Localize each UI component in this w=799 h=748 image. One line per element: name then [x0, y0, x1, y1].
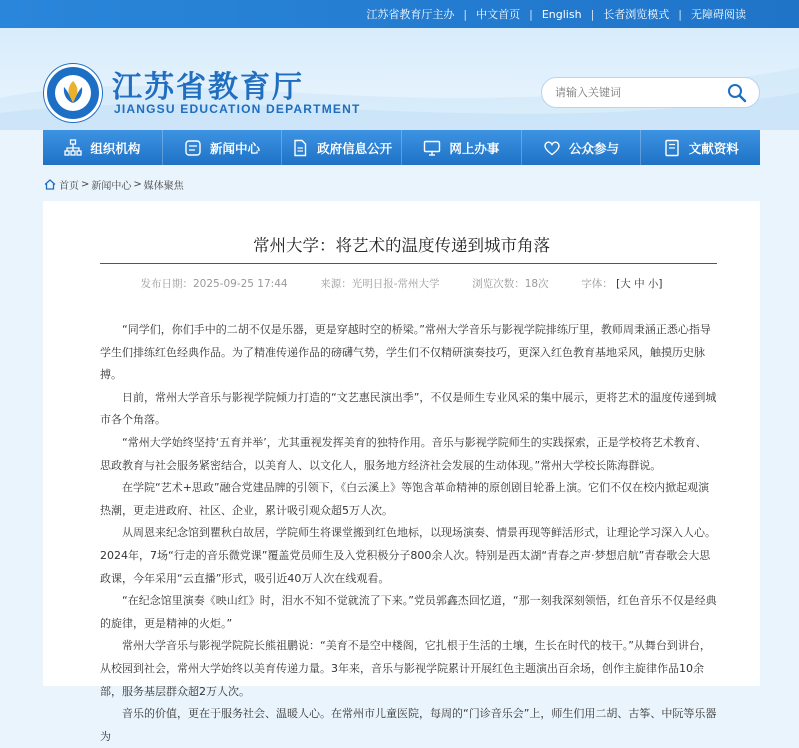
nav-item-public-participation[interactable] [522, 130, 642, 165]
nav-label: 新闻中心 [210, 140, 261, 156]
paragraph: “在纪念馆里演奏《映山红》时，泪水不知不觉就流了下来。”党员郭鑫杰回忆道，“那一刻我深刻领悟，红色音乐不仅是经典的旋律，更是精神的火炬。” [100, 594, 717, 630]
top-links [357, 0, 755, 28]
elder-mode-link[interactable]: 长者浏览模式 [603, 8, 670, 21]
search-icon[interactable] [727, 83, 747, 103]
article-title: 常州大学：将艺术的温度传递到城市角落 [253, 236, 550, 255]
logo-emblem-icon[interactable] [44, 64, 102, 122]
site-header [0, 28, 799, 130]
nav-item-news[interactable] [163, 130, 283, 165]
breadcrumb-separator: > [81, 179, 90, 190]
search-box [541, 77, 760, 108]
paragraph: 常州大学音乐与影视学院院长熊祖鹏说：“美育不是空中楼阁，它扎根于生活的土壤，生长在时代的枝干。”从舞台到讲台，从校园到社会，常州大学始终以美育传递力量。3年来，音乐与影视学院累计开展红色主题演出百余场，创作主旋律作品10余部，服务基层群众超2万人次。 [100, 639, 711, 698]
publish-date: 发布日期：2025-09-25 17:44 [140, 278, 288, 290]
divider: | [590, 7, 595, 21]
article-container [43, 201, 760, 743]
nav-item-organization[interactable] [43, 130, 163, 165]
computer-icon [423, 139, 441, 157]
nav-label: 公众参与 [569, 140, 620, 156]
breadcrumb-media-focus[interactable]: 媒体聚焦 [143, 181, 184, 192]
nav-label: 网上办事 [449, 140, 500, 156]
site-title[interactable]: 江苏省教育厅 [112, 70, 304, 105]
news-icon [184, 139, 202, 157]
site-subtitle: JIANGSU EDUCATION DEPARTMENT [114, 102, 361, 116]
book-icon [663, 139, 681, 157]
breadcrumb-news-center[interactable]: 新闻中心 [91, 181, 132, 192]
breadcrumb-separator: > [133, 179, 142, 190]
nav-label: 政府信息公开 [317, 140, 393, 156]
english-link[interactable]: English [541, 7, 582, 21]
paragraph: 音乐的价值，更在于服务社会、温暖人心。在常州市儿童医院，每周的“门诊音乐会”上，师生们用二胡、古筝、中阮等乐器为 [100, 707, 717, 743]
font-size-label: 字体： [581, 278, 613, 290]
org-chart-icon [64, 139, 82, 157]
nav-item-documents[interactable] [641, 130, 760, 165]
accessible-reading-link[interactable]: 无障碍阅读 [691, 8, 746, 21]
paragraph: “同学们，你们手中的二胡不仅是乐器，更是穿越时空的桥梁。”常州大学音乐与影视学院排练厅里，教师周秉涵正悉心指导学生们排练红色经典作品。为了精准传递作品的磅礴气势，学生们不仅精研演奏技巧，更深入红色教育基地采风，触摸历史脉搏。 [100, 323, 711, 382]
paragraph: 在学院“艺术+思政”融合党建品牌的引领下，《白云溪上》等饱含革命精神的原创剧目轮番上演。它们不仅在校内掀起观演热潮，更走进政府、社区、企业，累计吸引观众超5万人次。 [100, 481, 710, 517]
chinese-home-link[interactable]: 中文首页 [476, 8, 521, 21]
home-icon [44, 179, 56, 190]
title-divider [100, 263, 717, 264]
divider: | [529, 7, 533, 21]
breadcrumb [44, 177, 186, 192]
paragraph: “常州大学始终坚持‘五育并举’，尤其重视发挥美育的独特作用。音乐与影视学院师生的实践探索，正是学校将艺术教育、思政教育与社会服务紧密结合，以美育人、以文化人，服务地方经济社会发展的生动体现。”常州大学校长陈海群说。 [100, 435, 707, 472]
heart-icon [543, 139, 561, 157]
article-source: 来源：光明日报-常州大学 [320, 278, 440, 290]
nav-label: 组织机构 [90, 140, 141, 156]
document-icon [291, 139, 309, 157]
breadcrumb-home[interactable]: 首页 [59, 181, 79, 192]
search-input[interactable] [555, 86, 725, 99]
paragraph: 日前，常州大学音乐与影视学院倾力打造的“文艺惠民演出季”，不仅是师生专业风采的集中展示，更将艺术的温度传递到城市各个角落。 [100, 390, 717, 427]
top-bar [0, 0, 799, 28]
article-meta [43, 276, 760, 291]
divider: | [463, 7, 468, 21]
host-label: 江苏省教育厅主办 [366, 8, 455, 21]
nav-label: 文献资料 [688, 140, 739, 156]
nav-item-gov-info[interactable] [282, 130, 402, 165]
view-count: 浏览次数：18次 [472, 278, 549, 290]
font-size-selector[interactable]: [大 中 小] [616, 278, 663, 290]
main-nav [43, 130, 760, 165]
divider: | [678, 7, 682, 21]
nav-item-online-service[interactable] [402, 130, 522, 165]
article-body [100, 319, 717, 748]
paragraph: 从周恩来纪念馆到瞿秋白故居，学院师生将课堂搬到红色地标，以现场演奏、情景再现等鲜活形式，让理论学习深入人心。2024年，7场“行走的音乐微党课”覆盖党员师生及入党积极分子800余人次。特别是西太湖“青春之声·梦想启航”青春歌会大思政课，今年采用“云直播”形式，吸引近40万人次在线观看。 [100, 526, 716, 585]
